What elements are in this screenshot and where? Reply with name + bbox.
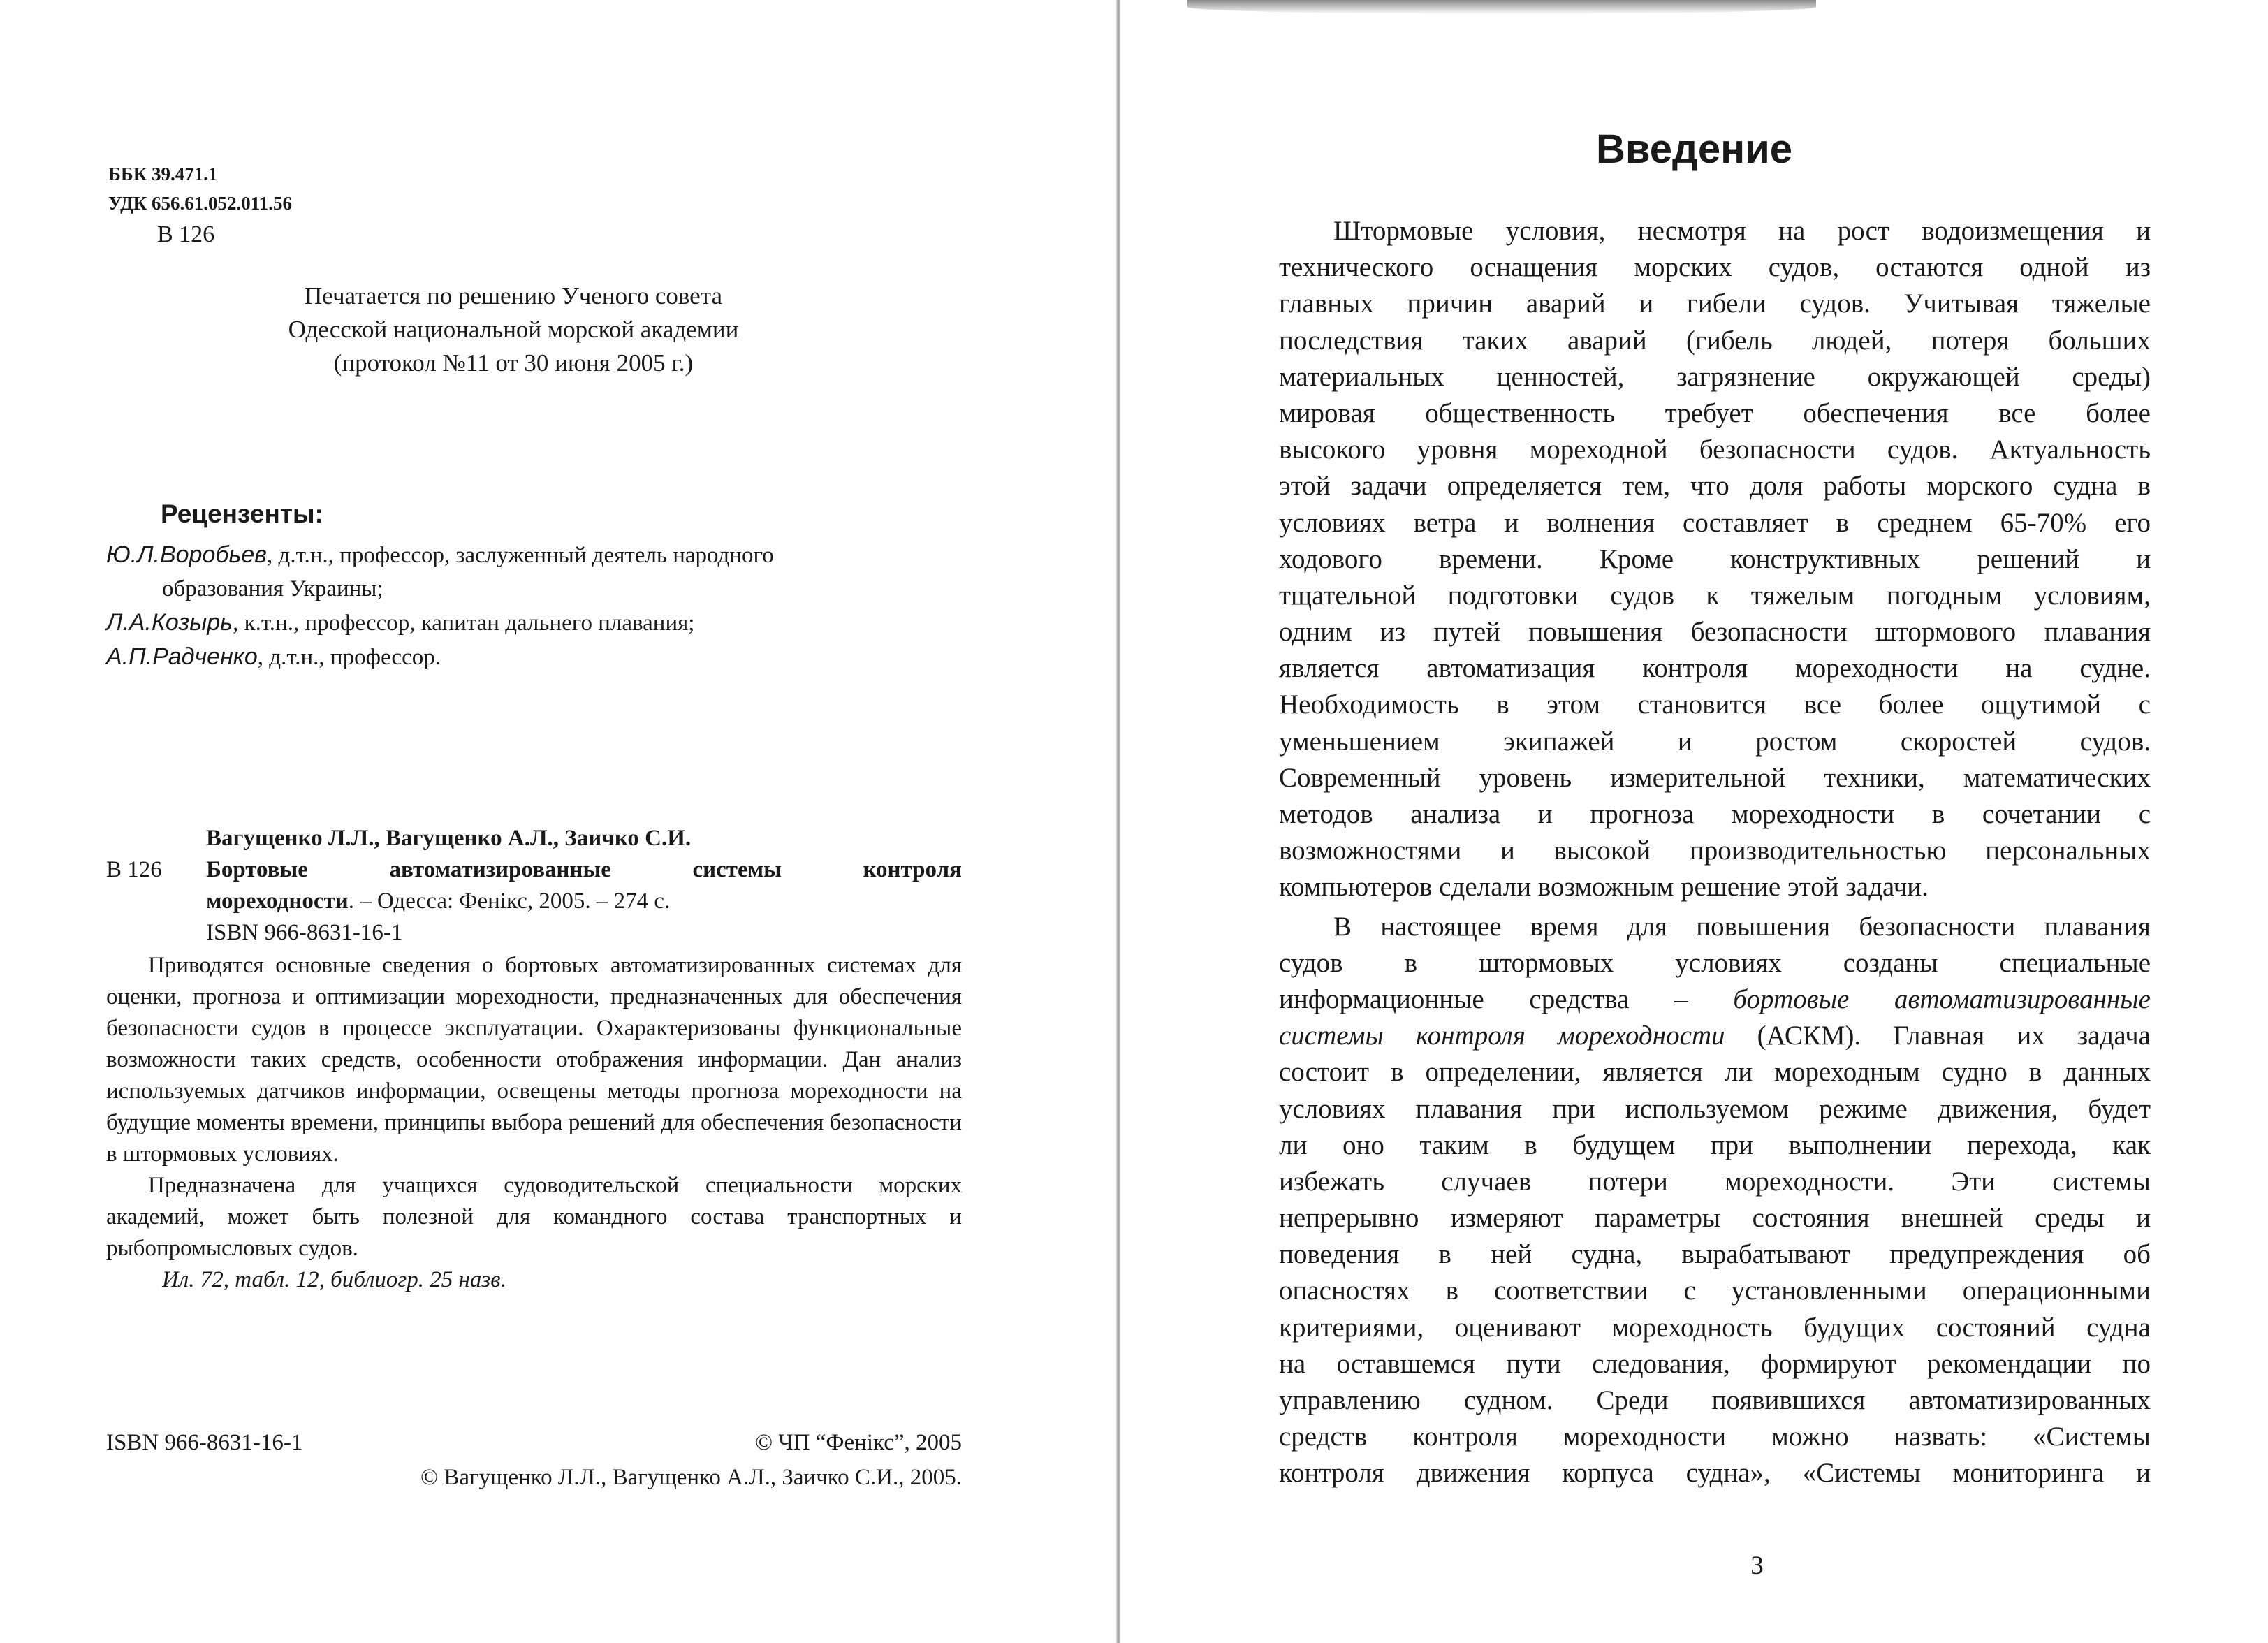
abstract-paragraph: Приводятся основные сведения о бортовых автоматизированных системах для оценки, прогноза и оптимизации мореходности, предназначенных для обеспечения безопасности судов в процессе эксплуатации. Охарактеризованы функциональные возможности таких средств, особенности отображения информации. Дан анализ используемых датчиков информации, освещены методы прогноза мореходности на будущие моменты времени, принципы выбора решений для обеспечения безопасности в штормовых условиях. — [106, 953, 962, 1167]
reviewer-details-cont: образования Украины; — [162, 576, 383, 601]
text-line: на оставшемся пути следования, формируют рекомендации по — [1279, 1348, 2151, 1379]
reviewer-details: , д.т.н., профессор. — [257, 645, 441, 670]
classification-block — [108, 159, 292, 251]
author-mark: В 126 — [157, 221, 215, 247]
bib-code: В 126 — [106, 857, 162, 882]
footer-isbn: ISBN 966-8631-16-1 — [106, 1430, 303, 1455]
page-number: 3 — [1750, 1551, 1764, 1580]
bib-title — [206, 854, 962, 886]
text-line: материальных ценностей, загрязнение окружающей среды) — [1279, 361, 2151, 392]
text-line: непрерывно измеряют параметры состояния внешней среды и — [1279, 1203, 2151, 1234]
reviewer-item — [106, 606, 979, 640]
text-line: этой задачи определяется тем, что доля работы морского судна в — [1279, 471, 2151, 502]
term-italic: системы контроля мореходности — [1279, 1021, 1725, 1051]
imprint-line: Печатается по решению Ученого совета — [305, 282, 722, 309]
term-italic: бортовые автоматизированные — [1733, 984, 2151, 1014]
text-line: В настоящее время для повышения безопасности плавания — [1333, 911, 2151, 942]
copyright-block — [106, 1425, 962, 1495]
reviewers-list — [106, 538, 979, 674]
bbk-code: ББК 39.471.1 — [108, 163, 218, 184]
text-line: критериями, оценивают мореходность будущих состояний судна — [1279, 1312, 2151, 1343]
bib-title-word: автоматизированные — [389, 857, 611, 882]
text-fragment: информационные средства – — [1279, 984, 1734, 1014]
text-line: средств контроля мореходности можно назвать: «Системы — [1279, 1422, 2151, 1452]
bibliographic-record — [106, 823, 962, 949]
text-line-mixed — [1279, 981, 2151, 1018]
text-line: состоит в определении, является ли мореходным судно в данных — [1279, 1057, 2151, 1088]
bib-publication: . – Одесса: Фенікс, 2005. – 274 с. — [348, 889, 671, 914]
text-line: условиях плавания при используемом режиме движения, будет — [1279, 1093, 2151, 1124]
text-fragment: (АСКМ). Главная их задача — [1725, 1021, 2151, 1051]
text-line: технического оснащения морских судов, остаются одной из — [1279, 252, 2151, 283]
reviewer-item — [106, 538, 979, 572]
text-line: одним из путей повышения безопасности штормового плавания — [1279, 617, 2151, 648]
text-line: уменьшением экипажей и ростом скоростей судов. — [1279, 726, 2151, 757]
bib-title-word: системы — [692, 857, 782, 882]
copyright-row — [106, 1425, 962, 1460]
text-line: Необходимость в этом становится все более ощутимой с — [1279, 689, 2151, 720]
reviewer-name: А.П.Радченко — [106, 643, 258, 670]
text-line: управлению судном. Среди появившихся автоматизированных — [1279, 1385, 2151, 1415]
text-line-mixed — [1279, 1018, 2151, 1054]
text-line: является автоматизация контроля мореходности на судне. — [1279, 653, 2151, 684]
reviewer-details: , д.т.н., профессор, заслуженный деятель народного — [267, 543, 774, 568]
text-line: ли оно таким в будущем при выполнении перехода, как — [1279, 1130, 2151, 1160]
text-line: условиях ветра и волнения составляет в среднем 65-70% его — [1279, 507, 2151, 538]
reviewer-item — [106, 640, 979, 674]
bib-title-word: контроля — [863, 857, 962, 882]
bib-title-end — [106, 886, 962, 917]
reviewer-details: , к.т.н., профессор, капитан дальнего плавания; — [233, 611, 695, 636]
text-line: ходового времени. Кроме конструктивных решений и — [1279, 543, 2151, 574]
bib-title-row — [106, 854, 962, 886]
imprint-notice — [210, 279, 817, 380]
copyright-publisher: © ЧП “Фенікс”, 2005 — [754, 1430, 962, 1455]
text-line: контроля движения корпуса судна», «Системы мониторинга и — [1279, 1458, 2151, 1489]
abstract — [106, 950, 962, 1296]
text-line: мировая общественность требует обеспечения все более — [1279, 397, 2151, 428]
bib-authors: Вагущенко Л.Л., Вагущенко А.Л., Заичко С.И. — [206, 826, 692, 851]
text-line: компьютеров сделали возможным решение этой задачи. — [1279, 872, 1929, 903]
left-page — [0, 0, 1116, 1643]
illustrations-note: Ил. 72, табл. 12, библиогр. 25 назв. — [162, 1267, 506, 1292]
text-line: Современный уровень измерительной техники, математических — [1279, 762, 2151, 793]
text-line: тщательной подготовки судов к тяжелым погодным условиям, — [1279, 580, 2151, 611]
abstract-paragraph: Предназначена для учащихся судоводительской специальности морских академий, может быть полезной для командного состава транспортных и рыбопромысловых судов. — [106, 1173, 962, 1261]
text-line: судов в штормовых условиях созданы специальные — [1279, 947, 2151, 978]
reviewers-title: Рецензенты: — [161, 499, 323, 528]
reviewer-name: Л.А.Козырь — [106, 609, 233, 636]
reviewer-name: Ю.Л.Воробьев — [106, 541, 268, 568]
introduction-text — [1279, 213, 2151, 1492]
text-line: поведения в ней судна, вырабатывают предупреждения об — [1279, 1239, 2151, 1270]
imprint-line: (протокол №11 от 30 июня 2005 г.) — [333, 349, 694, 377]
bib-title-word: Бортовые — [206, 857, 308, 882]
right-page — [1120, 0, 2268, 1643]
udk-code: УДК 656.61.052.011.56 — [108, 193, 292, 214]
text-line: опасностях в соответствии с установленными операционными — [1279, 1276, 2151, 1306]
bib-title-last: мореходности — [206, 889, 349, 914]
text-line: возможностями и высокой производительностью персональных — [1279, 835, 2151, 866]
imprint-line: Одесской национальной морской академии — [288, 316, 739, 343]
text-line: избежать случаев потери мореходности. Эти системы — [1279, 1166, 2151, 1197]
chapter-heading: Введение — [1595, 126, 1793, 172]
text-line: Штормовые условия, несмотря на рост водоизмещения и — [1333, 216, 2151, 246]
copyright-authors: © Вагущенко Л.Л., Вагущенко А.Л., Заичко С.И., 2005. — [420, 1465, 962, 1490]
bib-isbn: ISBN 966-8631-16-1 — [206, 920, 403, 945]
text-line: методов анализа и прогноза мореходности в сочетании с — [1279, 799, 2151, 829]
text-line: высокого уровня мореходной безопасности судов. Актуальность — [1279, 435, 2151, 465]
text-line: главных причин аварий и гибели судов. Учитывая тяжелые — [1279, 289, 2151, 319]
text-line: последствия таких аварий (гибель людей, потеря больших — [1279, 325, 2151, 356]
